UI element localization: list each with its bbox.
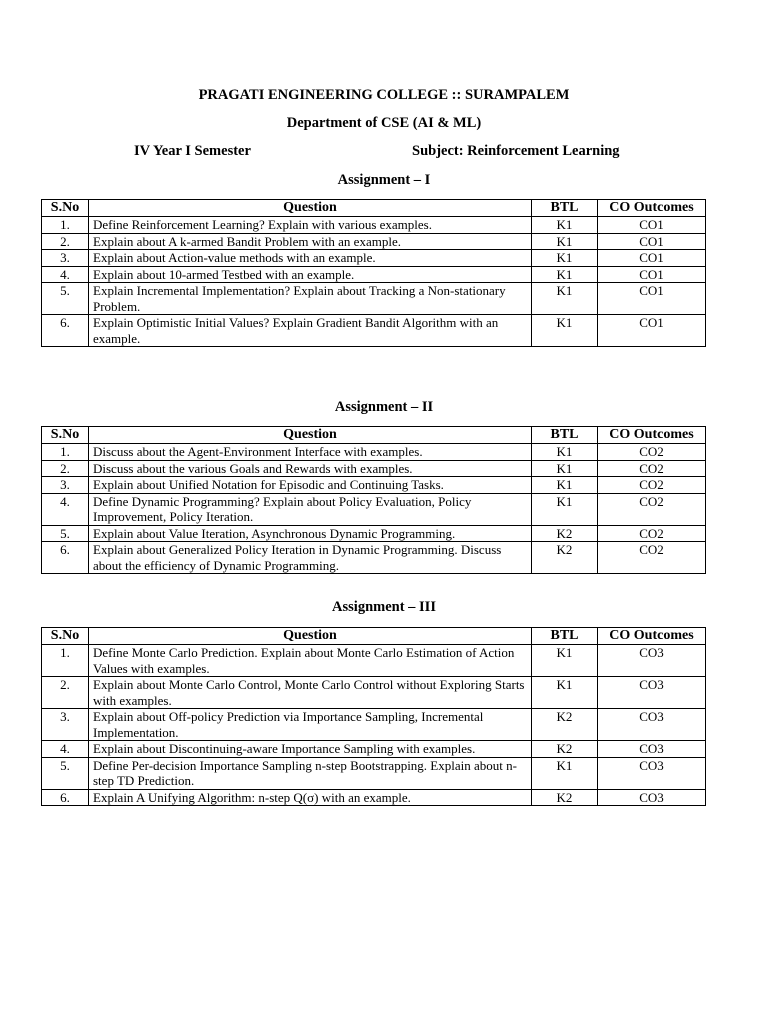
sno-header: S.No: [42, 427, 89, 444]
table-header-row: [42, 628, 706, 645]
question-cell: Discuss about the Agent-Environment Interface with examples.: [89, 444, 532, 461]
btl-cell: K1: [532, 757, 598, 789]
btl-cell: K1: [532, 477, 598, 494]
btl-cell: K2: [532, 542, 598, 574]
question-header: Question: [89, 628, 532, 645]
assignment-2-title: Assignment – II: [334, 399, 434, 415]
assignment-1-table: [41, 199, 706, 347]
semester-label: IV Year I Semester: [134, 143, 251, 159]
co-outcome-cell: CO2: [598, 493, 706, 525]
table-row: [42, 757, 706, 789]
btl-cell: K1: [532, 645, 598, 677]
co-outcome-cell: CO3: [598, 757, 706, 789]
btl-header: BTL: [532, 200, 598, 217]
sno-cell: 6.: [42, 789, 89, 806]
question-cell: Explain about 10-armed Testbed with an example.: [89, 266, 532, 283]
subject-label: Subject: Reinforcement Learning: [412, 143, 620, 159]
co-outcome-cell: CO1: [598, 315, 706, 347]
btl-header: BTL: [532, 427, 598, 444]
table-row: [42, 283, 706, 315]
table-row: [42, 217, 706, 234]
assignment-3-title: Assignment – III: [332, 599, 436, 615]
sno-cell: 3.: [42, 250, 89, 267]
table-row: [42, 645, 706, 677]
table-header-row: [42, 427, 706, 444]
btl-cell: K2: [532, 741, 598, 758]
table-row: [42, 789, 706, 806]
question-cell: Define Per-decision Importance Sampling n-step Bootstrapping. Explain about n-step TD Prediction.: [89, 757, 532, 789]
question-cell: Define Dynamic Programming? Explain about Policy Evaluation, Policy Improvement, Policy Iteration.: [89, 493, 532, 525]
sno-cell: 3.: [42, 709, 89, 741]
sno-cell: 6.: [42, 315, 89, 347]
btl-cell: K1: [532, 315, 598, 347]
question-cell: Explain about Value Iteration, Asynchronous Dynamic Programming.: [89, 525, 532, 542]
co-header: CO Outcomes: [598, 427, 706, 444]
table-row: [42, 542, 706, 574]
co-outcome-cell: CO1: [598, 250, 706, 267]
btl-cell: K1: [532, 283, 598, 315]
table-row: [42, 315, 706, 347]
sno-cell: 5.: [42, 283, 89, 315]
sno-cell: 1.: [42, 217, 89, 234]
question-header: Question: [89, 200, 532, 217]
question-cell: Explain Incremental Implementation? Explain about Tracking a Non-stationary Problem.: [89, 283, 532, 315]
question-cell: Define Reinforcement Learning? Explain with various examples.: [89, 217, 532, 234]
question-cell: Explain about Generalized Policy Iteration in Dynamic Programming. Discuss about the efficiency of Dynamic Programming.: [89, 542, 532, 574]
btl-header: BTL: [532, 628, 598, 645]
table-row: [42, 250, 706, 267]
sno-cell: 5.: [42, 757, 89, 789]
department-name: Department of CSE (AI & ML): [286, 115, 482, 131]
sno-cell: 5.: [42, 525, 89, 542]
btl-cell: K1: [532, 460, 598, 477]
sno-cell: 4.: [42, 266, 89, 283]
assignment-3-table: [41, 627, 706, 806]
btl-cell: K1: [532, 217, 598, 234]
college-name: PRAGATI ENGINEERING COLLEGE :: SURAMPALEM: [198, 87, 570, 103]
assignment-1-title: Assignment – I: [337, 172, 431, 188]
co-outcome-cell: CO3: [598, 677, 706, 709]
sno-cell: 4.: [42, 493, 89, 525]
co-outcome-cell: CO2: [598, 525, 706, 542]
assignment-2-table: [41, 426, 706, 574]
sno-cell: 4.: [42, 741, 89, 758]
btl-cell: K2: [532, 709, 598, 741]
table-row: [42, 493, 706, 525]
sno-header: S.No: [42, 200, 89, 217]
co-header: CO Outcomes: [598, 200, 706, 217]
co-outcome-cell: CO1: [598, 233, 706, 250]
btl-cell: K1: [532, 266, 598, 283]
table-row: [42, 709, 706, 741]
btl-cell: K1: [532, 493, 598, 525]
table-row: [42, 525, 706, 542]
btl-cell: K2: [532, 789, 598, 806]
question-cell: Define Monte Carlo Prediction. Explain about Monte Carlo Estimation of Action Values with examples.: [89, 645, 532, 677]
question-cell: Explain A Unifying Algorithm: n-step Q(σ) with an example.: [89, 789, 532, 806]
table-row: [42, 266, 706, 283]
table-row: [42, 460, 706, 477]
sno-cell: 1.: [42, 645, 89, 677]
co-outcome-cell: CO2: [598, 444, 706, 461]
btl-cell: K1: [532, 233, 598, 250]
co-outcome-cell: CO1: [598, 283, 706, 315]
question-cell: Explain Optimistic Initial Values? Explain Gradient Bandit Algorithm with an example.: [89, 315, 532, 347]
sno-cell: 3.: [42, 477, 89, 494]
btl-cell: K1: [532, 677, 598, 709]
btl-cell: K1: [532, 444, 598, 461]
co-header: CO Outcomes: [598, 628, 706, 645]
question-cell: Explain about Off-policy Prediction via Importance Sampling, Incremental Implementation.: [89, 709, 532, 741]
table-row: [42, 444, 706, 461]
btl-cell: K1: [532, 250, 598, 267]
sno-header: S.No: [42, 628, 89, 645]
question-cell: Explain about A k-armed Bandit Problem with an example.: [89, 233, 532, 250]
co-outcome-cell: CO3: [598, 789, 706, 806]
sno-cell: 2.: [42, 460, 89, 477]
co-outcome-cell: CO1: [598, 217, 706, 234]
table-header-row: [42, 200, 706, 217]
co-outcome-cell: CO2: [598, 460, 706, 477]
sno-cell: 2.: [42, 677, 89, 709]
co-outcome-cell: CO3: [598, 645, 706, 677]
question-cell: Explain about Action-value methods with an example.: [89, 250, 532, 267]
question-cell: Explain about Monte Carlo Control, Monte Carlo Control without Exploring Starts with examples.: [89, 677, 532, 709]
co-outcome-cell: CO3: [598, 709, 706, 741]
question-cell: Explain about Unified Notation for Episodic and Continuing Tasks.: [89, 477, 532, 494]
sno-cell: 6.: [42, 542, 89, 574]
table-row: [42, 677, 706, 709]
table-row: [42, 233, 706, 250]
sno-cell: 2.: [42, 233, 89, 250]
co-outcome-cell: CO1: [598, 266, 706, 283]
question-cell: Discuss about the various Goals and Rewards with examples.: [89, 460, 532, 477]
question-cell: Explain about Discontinuing-aware Importance Sampling with examples.: [89, 741, 532, 758]
sno-cell: 1.: [42, 444, 89, 461]
question-header: Question: [89, 427, 532, 444]
co-outcome-cell: CO2: [598, 477, 706, 494]
co-outcome-cell: CO3: [598, 741, 706, 758]
table-row: [42, 741, 706, 758]
table-row: [42, 477, 706, 494]
btl-cell: K2: [532, 525, 598, 542]
co-outcome-cell: CO2: [598, 542, 706, 574]
